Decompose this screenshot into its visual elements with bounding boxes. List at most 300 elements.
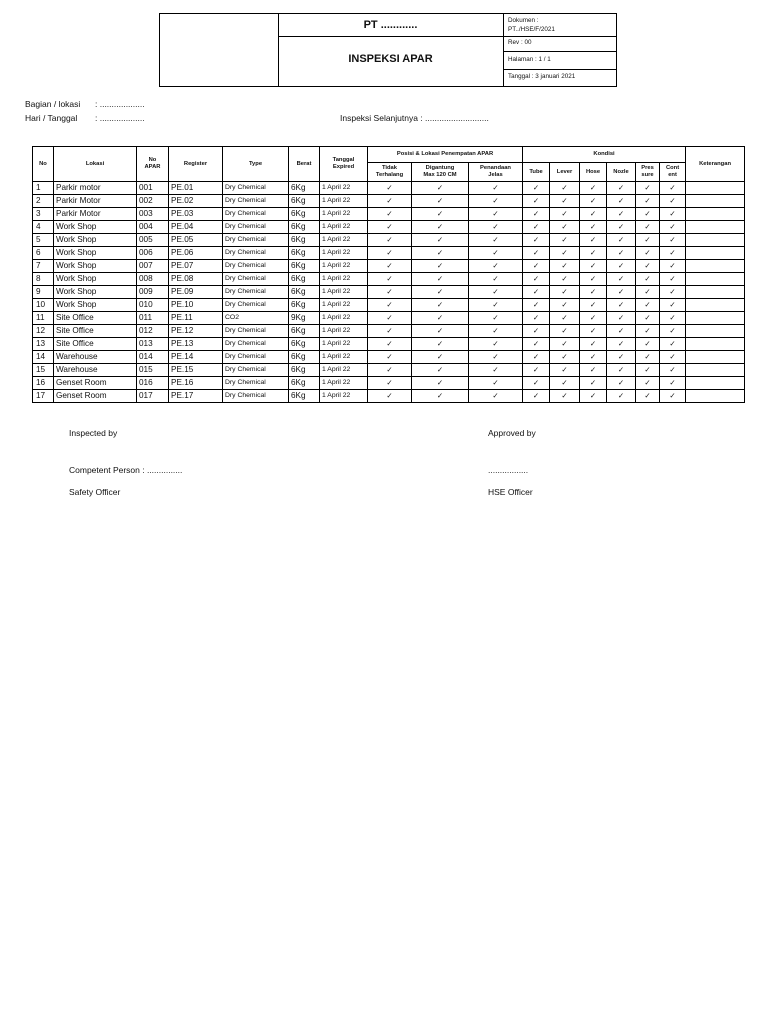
col-digantung-line2: Max 120 CM	[423, 172, 457, 178]
cell-expired: 1 April 22	[320, 390, 368, 403]
check-pressure[interactable]: ✓	[636, 377, 660, 390]
check-hose[interactable]: ✓	[580, 286, 607, 299]
check-pressure[interactable]: ✓	[636, 325, 660, 338]
cell-register: PE.05	[169, 234, 223, 247]
cell-expired: 1 April 22	[320, 247, 368, 260]
check-pressure[interactable]: ✓	[636, 364, 660, 377]
check-pressure[interactable]: ✓	[636, 221, 660, 234]
cell-berat: 6Kg	[289, 182, 320, 195]
check-pressure[interactable]: ✓	[636, 234, 660, 247]
check-content[interactable]: ✓	[660, 312, 686, 325]
check-content[interactable]: ✓	[660, 221, 686, 234]
cell-register: PE.14	[169, 351, 223, 364]
cell-expired: 1 April 22	[320, 234, 368, 247]
bagian-value[interactable]: : ...................	[95, 99, 145, 109]
col-group-posisi: Posisi & Lokasi Penempatan APAR	[368, 147, 523, 163]
cell-no-apar: 017	[137, 390, 169, 403]
check-tidak-terhalang[interactable]: ✓	[368, 273, 412, 286]
check-content[interactable]: ✓	[660, 195, 686, 208]
cell-lokasi: Work Shop	[54, 260, 137, 273]
check-nozle[interactable]: ✓	[607, 247, 636, 260]
cell-type: Dry Chemical	[223, 195, 289, 208]
cell-register: PE.12	[169, 325, 223, 338]
cell-no: 10	[33, 299, 54, 312]
cell-lokasi: Site Office	[54, 338, 137, 351]
cell-type: Dry Chemical	[223, 299, 289, 312]
cell-berat: 9Kg	[289, 312, 320, 325]
hse-officer-label: HSE Officer	[488, 487, 533, 497]
cell-register: PE.11	[169, 312, 223, 325]
hari-line	[25, 113, 145, 123]
cell-expired: 1 April 22	[320, 208, 368, 221]
check-nozle[interactable]: ✓	[607, 208, 636, 221]
check-digantung[interactable]: ✓	[412, 377, 469, 390]
cell-no-apar: 001	[137, 182, 169, 195]
check-lever[interactable]: ✓	[550, 247, 580, 260]
cell-expired: 1 April 22	[320, 299, 368, 312]
cell-lokasi: Work Shop	[54, 286, 137, 299]
col-pressure	[636, 163, 660, 182]
col-keterangan: Keterangan	[686, 147, 745, 182]
cell-berat: 6Kg	[289, 260, 320, 273]
cell-keterangan[interactable]	[686, 247, 745, 260]
check-nozle[interactable]: ✓	[607, 364, 636, 377]
check-lever[interactable]: ✓	[550, 325, 580, 338]
col-berat: Berat	[289, 147, 320, 182]
cell-no: 8	[33, 273, 54, 286]
check-tube[interactable]: ✓	[523, 286, 550, 299]
check-penandaan[interactable]: ✓	[469, 390, 523, 403]
check-tube[interactable]: ✓	[523, 182, 550, 195]
safety-officer-label: Safety Officer	[69, 487, 121, 497]
check-tube[interactable]: ✓	[523, 247, 550, 260]
check-tube[interactable]: ✓	[523, 221, 550, 234]
bagian-line	[25, 99, 145, 109]
cell-lokasi: Genset Room	[54, 377, 137, 390]
check-tidak-terhalang[interactable]: ✓	[368, 182, 412, 195]
cell-register: PE.16	[169, 377, 223, 390]
check-tidak-terhalang[interactable]: ✓	[368, 338, 412, 351]
col-content	[660, 163, 686, 182]
cell-berat: 6Kg	[289, 338, 320, 351]
cell-no-apar: 015	[137, 364, 169, 377]
competent-person-field[interactable]: Competent Person : ...............	[69, 465, 183, 475]
cell-no-apar: 007	[137, 260, 169, 273]
check-tidak-terhalang[interactable]: ✓	[368, 312, 412, 325]
check-pressure[interactable]: ✓	[636, 247, 660, 260]
cell-no: 7	[33, 260, 54, 273]
table-row	[33, 247, 745, 260]
check-tidak-terhalang[interactable]: ✓	[368, 221, 412, 234]
cell-lokasi: Parkir Motor	[54, 208, 137, 221]
cell-type: Dry Chemical	[223, 377, 289, 390]
check-nozle[interactable]: ✓	[607, 273, 636, 286]
check-tube[interactable]: ✓	[523, 273, 550, 286]
cell-register: PE.17	[169, 390, 223, 403]
cell-expired: 1 April 22	[320, 338, 368, 351]
check-digantung[interactable]: ✓	[412, 351, 469, 364]
check-penandaan[interactable]: ✓	[469, 299, 523, 312]
check-hose[interactable]: ✓	[580, 364, 607, 377]
check-hose[interactable]: ✓	[580, 247, 607, 260]
check-pressure[interactable]: ✓	[636, 338, 660, 351]
cell-register: PE.06	[169, 247, 223, 260]
check-hose[interactable]: ✓	[580, 299, 607, 312]
check-nozle[interactable]: ✓	[607, 390, 636, 403]
check-lever[interactable]: ✓	[550, 273, 580, 286]
check-tidak-terhalang[interactable]: ✓	[368, 260, 412, 273]
check-digantung[interactable]: ✓	[412, 338, 469, 351]
check-tube[interactable]: ✓	[523, 364, 550, 377]
check-digantung[interactable]: ✓	[412, 299, 469, 312]
check-hose[interactable]: ✓	[580, 208, 607, 221]
check-lever[interactable]: ✓	[550, 351, 580, 364]
cell-no: 2	[33, 195, 54, 208]
check-penandaan[interactable]: ✓	[469, 221, 523, 234]
cell-keterangan[interactable]	[686, 299, 745, 312]
check-pressure[interactable]: ✓	[636, 273, 660, 286]
check-content[interactable]: ✓	[660, 377, 686, 390]
check-lever[interactable]: ✓	[550, 312, 580, 325]
dokumen-label: Dokumen :	[508, 17, 539, 24]
table-row	[33, 221, 745, 234]
col-nozle: Nozle	[607, 163, 636, 182]
cell-keterangan[interactable]	[686, 351, 745, 364]
check-penandaan[interactable]: ✓	[469, 260, 523, 273]
check-tidak-terhalang[interactable]: ✓	[368, 351, 412, 364]
cell-keterangan[interactable]	[686, 234, 745, 247]
check-digantung[interactable]: ✓	[412, 364, 469, 377]
cell-no-apar: 011	[137, 312, 169, 325]
check-digantung[interactable]: ✓	[412, 312, 469, 325]
col-tidak-line2: Terhalang	[375, 172, 404, 178]
col-pressure-line2: sure	[641, 172, 654, 178]
col-tidak-line1: Tidak	[381, 165, 398, 171]
table-row	[33, 286, 745, 299]
cell-no-apar: 010	[137, 299, 169, 312]
cell-register: PE.09	[169, 286, 223, 299]
cell-berat: 6Kg	[289, 221, 320, 234]
check-nozle[interactable]: ✓	[607, 182, 636, 195]
cell-no-apar: 004	[137, 221, 169, 234]
cell-register: PE.03	[169, 208, 223, 221]
check-tidak-terhalang[interactable]: ✓	[368, 299, 412, 312]
bagian-label: Bagian / lokasi	[25, 99, 81, 109]
check-tidak-terhalang[interactable]: ✓	[368, 208, 412, 221]
check-content[interactable]: ✓	[660, 390, 686, 403]
check-content[interactable]: ✓	[660, 325, 686, 338]
check-lever[interactable]: ✓	[550, 208, 580, 221]
cell-no: 3	[33, 208, 54, 221]
cell-expired: 1 April 22	[320, 312, 368, 325]
cell-berat: 6Kg	[289, 364, 320, 377]
check-digantung[interactable]: ✓	[412, 325, 469, 338]
cell-berat: 6Kg	[289, 273, 320, 286]
check-pressure[interactable]: ✓	[636, 260, 660, 273]
cell-no-apar: 008	[137, 273, 169, 286]
cell-keterangan[interactable]	[686, 195, 745, 208]
check-penandaan[interactable]: ✓	[469, 273, 523, 286]
cell-lokasi: Work Shop	[54, 299, 137, 312]
check-tube[interactable]: ✓	[523, 338, 550, 351]
check-content[interactable]: ✓	[660, 338, 686, 351]
check-digantung[interactable]: ✓	[412, 234, 469, 247]
check-penandaan[interactable]: ✓	[469, 364, 523, 377]
col-no-apar	[137, 147, 169, 182]
cell-register: PE.01	[169, 182, 223, 195]
check-nozle[interactable]: ✓	[607, 195, 636, 208]
check-lever[interactable]: ✓	[550, 286, 580, 299]
cell-keterangan[interactable]	[686, 338, 745, 351]
check-pressure[interactable]: ✓	[636, 195, 660, 208]
check-content[interactable]: ✓	[660, 260, 686, 273]
document-meta	[504, 14, 616, 86]
cell-berat: 6Kg	[289, 208, 320, 221]
check-penandaan[interactable]: ✓	[469, 247, 523, 260]
cell-berat: 6Kg	[289, 195, 320, 208]
check-digantung[interactable]: ✓	[412, 247, 469, 260]
check-nozle[interactable]: ✓	[607, 351, 636, 364]
cell-keterangan[interactable]	[686, 182, 745, 195]
cell-register: PE.07	[169, 260, 223, 273]
hari-value[interactable]: : ...................	[95, 113, 145, 123]
check-hose[interactable]: ✓	[580, 221, 607, 234]
check-pressure[interactable]: ✓	[636, 182, 660, 195]
cell-no: 11	[33, 312, 54, 325]
revision: Rev : 00	[504, 37, 616, 52]
cell-expired: 1 April 22	[320, 195, 368, 208]
check-nozle[interactable]: ✓	[607, 299, 636, 312]
check-hose[interactable]: ✓	[580, 377, 607, 390]
cell-register: PE.10	[169, 299, 223, 312]
cell-expired: 1 April 22	[320, 221, 368, 234]
check-tidak-terhalang[interactable]: ✓	[368, 390, 412, 403]
check-tube[interactable]: ✓	[523, 390, 550, 403]
check-tube[interactable]: ✓	[523, 351, 550, 364]
check-nozle[interactable]: ✓	[607, 286, 636, 299]
check-tube[interactable]: ✓	[523, 299, 550, 312]
check-tidak-terhalang[interactable]: ✓	[368, 286, 412, 299]
check-lever[interactable]: ✓	[550, 182, 580, 195]
check-pressure[interactable]: ✓	[636, 312, 660, 325]
check-penandaan[interactable]: ✓	[469, 208, 523, 221]
check-hose[interactable]: ✓	[580, 260, 607, 273]
check-hose[interactable]: ✓	[580, 338, 607, 351]
check-tube[interactable]: ✓	[523, 208, 550, 221]
cell-keterangan[interactable]	[686, 325, 745, 338]
hari-label: Hari / Tanggal	[25, 113, 78, 123]
cell-no: 4	[33, 221, 54, 234]
check-tube[interactable]: ✓	[523, 377, 550, 390]
cell-lokasi: Parkir motor	[54, 182, 137, 195]
cell-type: Dry Chemical	[223, 208, 289, 221]
check-hose[interactable]: ✓	[580, 182, 607, 195]
check-pressure[interactable]: ✓	[636, 299, 660, 312]
cell-keterangan[interactable]	[686, 273, 745, 286]
check-pressure[interactable]: ✓	[636, 208, 660, 221]
cell-berat: 6Kg	[289, 325, 320, 338]
cell-expired: 1 April 22	[320, 364, 368, 377]
cell-keterangan[interactable]	[686, 221, 745, 234]
table-row	[33, 338, 745, 351]
check-penandaan[interactable]: ✓	[469, 234, 523, 247]
col-no-apar-line1: No	[148, 157, 157, 163]
check-content[interactable]: ✓	[660, 364, 686, 377]
check-content[interactable]: ✓	[660, 247, 686, 260]
check-tidak-terhalang[interactable]: ✓	[368, 377, 412, 390]
cell-no: 1	[33, 182, 54, 195]
page-count: Halaman : 1 / 1	[504, 52, 616, 70]
cell-type: Dry Chemical	[223, 351, 289, 364]
check-hose[interactable]: ✓	[580, 195, 607, 208]
check-nozle[interactable]: ✓	[607, 312, 636, 325]
check-penandaan[interactable]: ✓	[469, 286, 523, 299]
table-row	[33, 273, 745, 286]
check-content[interactable]: ✓	[660, 234, 686, 247]
col-expired-line2: Expired	[332, 164, 355, 170]
check-digantung[interactable]: ✓	[412, 195, 469, 208]
check-penandaan[interactable]: ✓	[469, 338, 523, 351]
cell-keterangan[interactable]	[686, 390, 745, 403]
check-content[interactable]: ✓	[660, 351, 686, 364]
check-nozle[interactable]: ✓	[607, 234, 636, 247]
cell-no-apar: 016	[137, 377, 169, 390]
check-lever[interactable]: ✓	[550, 377, 580, 390]
check-pressure[interactable]: ✓	[636, 390, 660, 403]
check-tube[interactable]: ✓	[523, 234, 550, 247]
col-penandaan-line2: Jelas	[488, 172, 503, 178]
check-content[interactable]: ✓	[660, 182, 686, 195]
table-row	[33, 312, 745, 325]
cell-register: PE.08	[169, 273, 223, 286]
check-nozle[interactable]: ✓	[607, 377, 636, 390]
check-tube[interactable]: ✓	[523, 325, 550, 338]
col-tube: Tube	[523, 163, 550, 182]
check-digantung[interactable]: ✓	[412, 273, 469, 286]
check-nozle[interactable]: ✓	[607, 338, 636, 351]
check-tidak-terhalang[interactable]: ✓	[368, 247, 412, 260]
check-penandaan[interactable]: ✓	[469, 312, 523, 325]
check-hose[interactable]: ✓	[580, 312, 607, 325]
cell-keterangan[interactable]	[686, 312, 745, 325]
table-row	[33, 208, 745, 221]
check-digantung[interactable]: ✓	[412, 286, 469, 299]
col-expired	[320, 147, 368, 182]
col-no: No	[33, 147, 54, 182]
check-lever[interactable]: ✓	[550, 299, 580, 312]
check-tidak-terhalang[interactable]: ✓	[368, 325, 412, 338]
cell-lokasi: Warehouse	[54, 364, 137, 377]
check-digantung[interactable]: ✓	[412, 182, 469, 195]
approver-name-field[interactable]: .................	[488, 465, 529, 475]
check-digantung[interactable]: ✓	[412, 390, 469, 403]
check-hose[interactable]: ✓	[580, 351, 607, 364]
check-digantung[interactable]: ✓	[412, 208, 469, 221]
check-content[interactable]: ✓	[660, 286, 686, 299]
cell-expired: 1 April 22	[320, 286, 368, 299]
cell-no: 15	[33, 364, 54, 377]
cell-no: 6	[33, 247, 54, 260]
cell-type: Dry Chemical	[223, 221, 289, 234]
check-nozle[interactable]: ✓	[607, 325, 636, 338]
cell-type: Dry Chemical	[223, 325, 289, 338]
check-tidak-terhalang[interactable]: ✓	[368, 195, 412, 208]
check-lever[interactable]: ✓	[550, 338, 580, 351]
cell-berat: 6Kg	[289, 377, 320, 390]
check-tidak-terhalang[interactable]: ✓	[368, 364, 412, 377]
check-nozle[interactable]: ✓	[607, 221, 636, 234]
cell-berat: 6Kg	[289, 286, 320, 299]
check-penandaan[interactable]: ✓	[469, 377, 523, 390]
check-content[interactable]: ✓	[660, 273, 686, 286]
cell-lokasi: Work Shop	[54, 273, 137, 286]
cell-keterangan[interactable]	[686, 286, 745, 299]
cell-type: Dry Chemical	[223, 364, 289, 377]
check-content[interactable]: ✓	[660, 208, 686, 221]
cell-keterangan[interactable]	[686, 208, 745, 221]
check-lever[interactable]: ✓	[550, 260, 580, 273]
check-content[interactable]: ✓	[660, 299, 686, 312]
cell-type: Dry Chemical	[223, 182, 289, 195]
check-digantung[interactable]: ✓	[412, 221, 469, 234]
col-hose: Hose	[580, 163, 607, 182]
next-inspection[interactable]: Inspeksi Selanjutnya : ...........................	[340, 113, 489, 123]
cell-no: 14	[33, 351, 54, 364]
table-row	[33, 234, 745, 247]
table-row	[33, 260, 745, 273]
check-pressure[interactable]: ✓	[636, 286, 660, 299]
document-header	[159, 13, 617, 87]
cell-keterangan[interactable]	[686, 260, 745, 273]
check-penandaan[interactable]: ✓	[469, 325, 523, 338]
check-penandaan[interactable]: ✓	[469, 351, 523, 364]
check-nozle[interactable]: ✓	[607, 260, 636, 273]
check-hose[interactable]: ✓	[580, 234, 607, 247]
cell-berat: 6Kg	[289, 351, 320, 364]
col-tidak-terhalang	[368, 163, 412, 182]
cell-expired: 1 April 22	[320, 273, 368, 286]
check-tidak-terhalang[interactable]: ✓	[368, 234, 412, 247]
check-tube[interactable]: ✓	[523, 260, 550, 273]
check-digantung[interactable]: ✓	[412, 260, 469, 273]
check-penandaan[interactable]: ✓	[469, 195, 523, 208]
check-penandaan[interactable]: ✓	[469, 182, 523, 195]
cell-keterangan[interactable]	[686, 364, 745, 377]
check-hose[interactable]: ✓	[580, 325, 607, 338]
check-lever[interactable]: ✓	[550, 195, 580, 208]
check-lever[interactable]: ✓	[550, 364, 580, 377]
col-lever: Lever	[550, 163, 580, 182]
check-hose[interactable]: ✓	[580, 390, 607, 403]
cell-type: CO2	[223, 312, 289, 325]
cell-no-apar: 012	[137, 325, 169, 338]
check-lever[interactable]: ✓	[550, 390, 580, 403]
col-expired-line1: Tanggal	[332, 157, 355, 163]
check-tube[interactable]: ✓	[523, 195, 550, 208]
col-penandaan-line1: Penandaan	[480, 165, 511, 171]
cell-lokasi: Warehouse	[54, 351, 137, 364]
check-lever[interactable]: ✓	[550, 234, 580, 247]
check-pressure[interactable]: ✓	[636, 351, 660, 364]
cell-keterangan[interactable]	[686, 377, 745, 390]
check-lever[interactable]: ✓	[550, 221, 580, 234]
cell-expired: 1 April 22	[320, 351, 368, 364]
check-hose[interactable]: ✓	[580, 273, 607, 286]
cell-type: Dry Chemical	[223, 247, 289, 260]
check-tube[interactable]: ✓	[523, 312, 550, 325]
company-name: PT ............	[278, 14, 504, 37]
table-row	[33, 299, 745, 312]
